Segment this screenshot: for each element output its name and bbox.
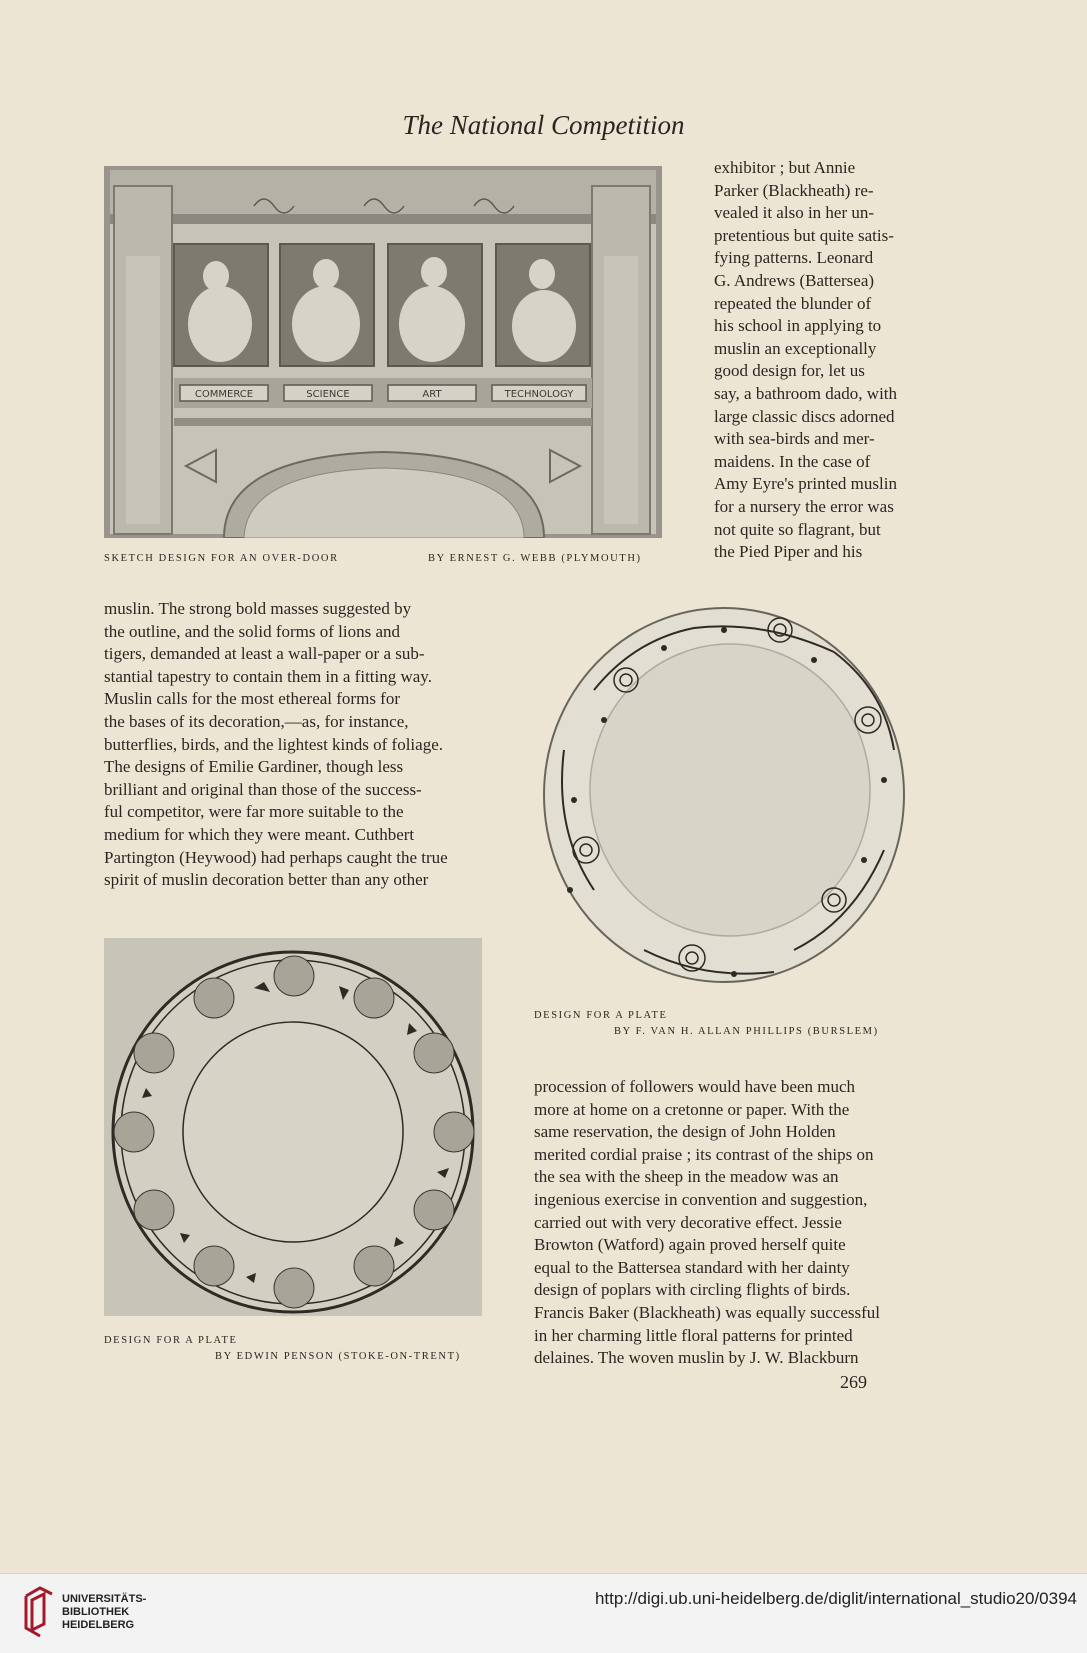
text-line: Parker (Blackheath) re-: [714, 180, 874, 200]
plate-phillips-illustration: [534, 600, 914, 990]
panel-label-commerce: COMMERCE: [194, 389, 254, 400]
text-column-left-middle: [104, 598, 498, 892]
panel-label-science: SCIENCE: [306, 389, 350, 400]
text-line: medium for which they were meant. Cuthbert: [104, 824, 415, 844]
plate2-caption-title: DESIGN FOR A PLATE: [104, 1335, 238, 1346]
logo-line: HEIDELBERG: [62, 1619, 135, 1631]
text-line: Francis Baker (Blackheath) was equally successful: [534, 1302, 881, 1322]
text-line: the outline, and the solid forms of lions and: [104, 621, 401, 641]
text-line: maidens. In the case of: [714, 451, 871, 471]
logo-line: BIBLIOTHEK: [62, 1606, 130, 1618]
text-line: fying patterns. Leonard: [714, 248, 874, 268]
text-line: carried out with very decorative effect. Jessie: [534, 1212, 842, 1232]
text-line: more at home on a cretonne or paper. With the: [534, 1099, 850, 1119]
text-line: spirit of muslin decoration better than any other: [104, 870, 429, 890]
text-line: good design for, let us: [714, 361, 865, 381]
text-line: Partington (Heywood) had perhaps caught the true: [104, 847, 448, 867]
text-line: for a nursery the error was: [714, 496, 894, 516]
text-line: repeated the blunder of: [714, 293, 872, 313]
text-line: his school in applying to: [714, 316, 882, 336]
text-line: vealed it also in her un-: [714, 203, 875, 223]
running-header: The National Competition: [402, 110, 685, 140]
text-line: not quite so flagrant, but: [714, 519, 881, 539]
panel-label-art: ART: [422, 389, 442, 400]
text-line: large classic discs adorned: [714, 406, 895, 426]
overdoor-caption-artist: BY ERNEST G. WEBB (PLYMOUTH): [428, 553, 642, 564]
text-line: muslin an exceptionally: [714, 338, 877, 358]
library-logo-icon[interactable]: [22, 1584, 56, 1644]
viewer-footer: [0, 1573, 1087, 1653]
page-number: 269: [840, 1372, 867, 1392]
text-line: stantial tapestry to contain them in a fitting way.: [104, 666, 432, 686]
text-column-right-top: [714, 157, 915, 564]
text-line: say, a bathroom dado, with: [714, 383, 898, 403]
plate2-caption-artist: BY EDWIN PENSON (STOKE-ON-TRENT): [215, 1351, 461, 1362]
text-line: the sea with the sheep in the meadow was an: [534, 1167, 839, 1187]
text-line: G. Andrews (Battersea): [714, 270, 875, 290]
text-line: Amy Eyre's printed muslin: [714, 474, 897, 494]
text-line: butterflies, birds, and the lightest kinds of foliage.: [104, 734, 443, 754]
text-line: brilliant and original than those of the success-: [104, 779, 422, 799]
text-line: in her charming little floral patterns for printed: [534, 1325, 853, 1345]
plate-penson-image: [104, 938, 482, 1316]
text-line: Muslin calls for the most ethereal forms for: [104, 689, 401, 709]
text-line: Browton (Watford) again proved herself quite: [534, 1235, 846, 1255]
text-line: muslin. The strong bold masses suggested by: [104, 599, 412, 618]
text-line: equal to the Battersea standard with her dainty: [534, 1257, 850, 1277]
text-line: merited cordial praise ; its contrast of the ships on: [534, 1144, 874, 1164]
permalink-url[interactable]: http://digi.ub.uni-heidelberg.de/diglit/international_studio20/0394: [594, 1589, 1077, 1608]
text-line: with sea-birds and mer-: [714, 429, 875, 449]
text-line: exhibitor ; but Annie: [714, 158, 856, 177]
plate1-caption-artist: BY F. VAN H. ALLAN PHILLIPS (BURSLEM): [614, 1026, 879, 1037]
logo-line: UNIVERSITÄTS-: [62, 1593, 147, 1605]
text-line: tigers, demanded at least a wall-paper or a sub-: [104, 644, 425, 664]
text-line: the Pied Piper and his: [714, 542, 863, 562]
overdoor-caption-title: SKETCH DESIGN FOR AN OVER-DOOR: [104, 553, 339, 564]
text-line: pretentious but quite satis-: [714, 225, 894, 245]
text-line: delaines. The woven muslin by J. W. Blackburn: [534, 1348, 859, 1368]
overdoor-illustration: [104, 166, 662, 538]
text-line: ful competitor, were far more suitable to the: [104, 802, 404, 822]
plate-penson-illustration: [104, 938, 482, 1316]
text-line: ingenious exercise in convention and suggestion,: [534, 1189, 868, 1209]
text-column-right-bottom: [534, 1076, 915, 1370]
library-logo-text[interactable]: [62, 1593, 146, 1632]
plate-phillips-image: [534, 600, 914, 990]
panel-label-technology: TECHNOLOGY: [504, 389, 574, 400]
plate1-caption-title: DESIGN FOR A PLATE: [534, 1010, 668, 1021]
text-line: the bases of its decoration,—as, for instance,: [104, 711, 409, 731]
text-line: The designs of Emilie Gardiner, though less: [104, 757, 404, 777]
text-line: design of poplars with circling flights of birds.: [534, 1280, 851, 1300]
text-line: procession of followers would have been much: [534, 1077, 856, 1096]
text-line: same reservation, the design of John Holden: [534, 1122, 836, 1142]
overdoor-relief-image: [104, 166, 662, 538]
